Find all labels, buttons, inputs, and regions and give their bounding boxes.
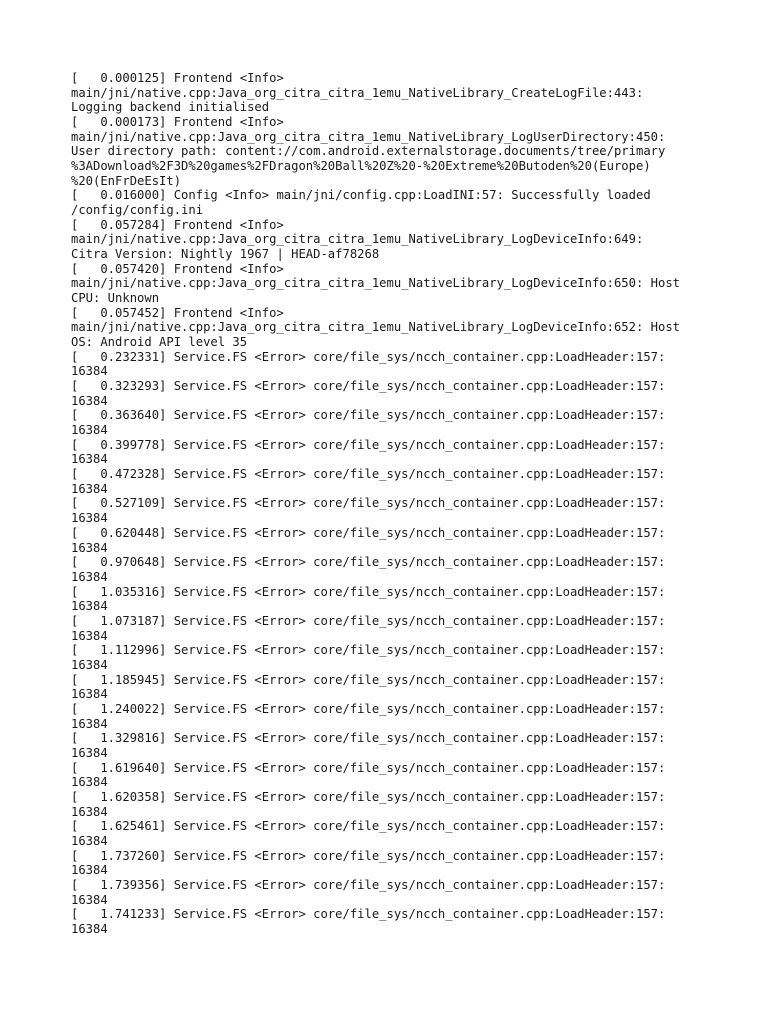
log-line: 16384 (71, 657, 108, 672)
log-line: [ 1.073187] Service.FS <Error> core/file_sys/ncch_container.cpp:LoadHeader:157: (71, 613, 666, 628)
log-line: [ 1.112996] Service.FS <Error> core/file_sys/ncch_container.cpp:LoadHeader:157: (71, 643, 666, 658)
log-line: 16384 (71, 716, 108, 731)
log-line: [ 1.035316] Service.FS <Error> core/file_sys/ncch_container.cpp:LoadHeader:157: (71, 584, 666, 599)
log-line: [ 0.323293] Service.FS <Error> core/file_sys/ncch_container.cpp:LoadHeader:157: (71, 379, 666, 394)
log-line: [ 0.399778] Service.FS <Error> core/file_sys/ncch_container.cpp:LoadHeader:157: (71, 437, 666, 452)
log-line: [ 0.000173] Frontend <Info> (71, 115, 284, 130)
log-line: /config/config.ini (71, 203, 204, 218)
log-line: 16384 (71, 892, 108, 907)
log-line: 16384 (71, 481, 108, 496)
log-line: User directory path: content://com.android.externalstorage.documents/tree/primary (71, 144, 666, 159)
log-line: Logging backend initialised (71, 100, 270, 115)
log-line: CPU: Unknown (71, 291, 160, 306)
log-line: [ 0.363640] Service.FS <Error> core/file_sys/ncch_container.cpp:LoadHeader:157: (71, 408, 666, 423)
log-line: [ 1.737260] Service.FS <Error> core/file_sys/ncch_container.cpp:LoadHeader:157: (71, 848, 666, 863)
log-line: [ 0.000125] Frontend <Info> (71, 71, 284, 85)
log-line: 16384 (71, 540, 108, 555)
log-line: 16384 (71, 833, 108, 848)
log-line: OS: Android API level 35 (71, 335, 248, 350)
log-line: [ 1.185945] Service.FS <Error> core/file_sys/ncch_container.cpp:LoadHeader:157: (71, 672, 666, 687)
log-line: %20(EnFrDeEsIt) (71, 173, 182, 188)
log-line: 16384 (71, 364, 108, 379)
log-line: [ 0.016000] Config <Info> main/jni/config.cpp:LoadINI:57: Successfully loaded (71, 188, 651, 203)
log-line: 16384 (71, 775, 108, 790)
log-line: 16384 (71, 393, 108, 408)
log-line: [ 0.057452] Frontend <Info> (71, 305, 284, 320)
log-line: [ 1.240022] Service.FS <Error> core/file_sys/ncch_container.cpp:LoadHeader:157: (71, 701, 666, 716)
log-line: 16384 (71, 511, 108, 526)
log-line: [ 0.232331] Service.FS <Error> core/file_sys/ncch_container.cpp:LoadHeader:157: (71, 349, 666, 364)
log-lines (71, 71, 751, 937)
log-line: [ 1.619640] Service.FS <Error> core/file_sys/ncch_container.cpp:LoadHeader:157: (71, 760, 666, 775)
log-line: [ 1.625461] Service.FS <Error> core/file_sys/ncch_container.cpp:LoadHeader:157: (71, 819, 666, 834)
log-line: 16384 (71, 745, 108, 760)
log-line: %3ADownload%2F3D%20games%2FDragon%20Ball%20Z%20-%20Extreme%20Butoden%20(Europe) (71, 159, 651, 174)
log-line: [ 0.970648] Service.FS <Error> core/file_sys/ncch_container.cpp:LoadHeader:157: (71, 555, 666, 570)
log-line: [ 1.741233] Service.FS <Error> core/file_sys/ncch_container.cpp:LoadHeader:157: (71, 907, 666, 922)
log-line: main/jni/native.cpp:Java_org_citra_citra_1emu_NativeLibrary_LogUserDirectory:450: (71, 129, 666, 144)
log-line: 16384 (71, 423, 108, 438)
log-line: main/jni/native.cpp:Java_org_citra_citra_1emu_NativeLibrary_LogDeviceInfo:652: Host (71, 320, 681, 335)
log-line: [ 0.057420] Frontend <Info> (71, 261, 284, 276)
log-line: main/jni/native.cpp:Java_org_citra_citra_1emu_NativeLibrary_LogDeviceInfo:649: (71, 232, 644, 247)
log-document (71, 71, 751, 937)
log-line: main/jni/native.cpp:Java_org_citra_citra_1emu_NativeLibrary_CreateLogFile:443: (71, 85, 644, 100)
log-line: 16384 (71, 569, 108, 584)
log-line: [ 1.620358] Service.FS <Error> core/file_sys/ncch_container.cpp:LoadHeader:157: (71, 789, 666, 804)
log-line: Citra Version: Nightly 1967 | HEAD-af78268 (71, 247, 380, 262)
log-line: 16384 (71, 804, 108, 819)
log-line: main/jni/native.cpp:Java_org_citra_citra_1emu_NativeLibrary_LogDeviceInfo:650: Host (71, 276, 681, 291)
log-line: [ 1.739356] Service.FS <Error> core/file_sys/ncch_container.cpp:LoadHeader:157: (71, 877, 666, 892)
log-line: 16384 (71, 599, 108, 614)
log-line: [ 0.472328] Service.FS <Error> core/file_sys/ncch_container.cpp:LoadHeader:157: (71, 467, 666, 482)
log-line: 16384 (71, 921, 108, 936)
log-line: [ 0.620448] Service.FS <Error> core/file_sys/ncch_container.cpp:LoadHeader:157: (71, 525, 666, 540)
log-line: [ 1.329816] Service.FS <Error> core/file_sys/ncch_container.cpp:LoadHeader:157: (71, 731, 666, 746)
log-line: 16384 (71, 628, 108, 643)
log-line: 16384 (71, 452, 108, 467)
log-line: [ 0.527109] Service.FS <Error> core/file_sys/ncch_container.cpp:LoadHeader:157: (71, 496, 666, 511)
log-line: [ 0.057284] Frontend <Info> (71, 217, 284, 232)
log-line: 16384 (71, 863, 108, 878)
log-line: 16384 (71, 687, 108, 702)
